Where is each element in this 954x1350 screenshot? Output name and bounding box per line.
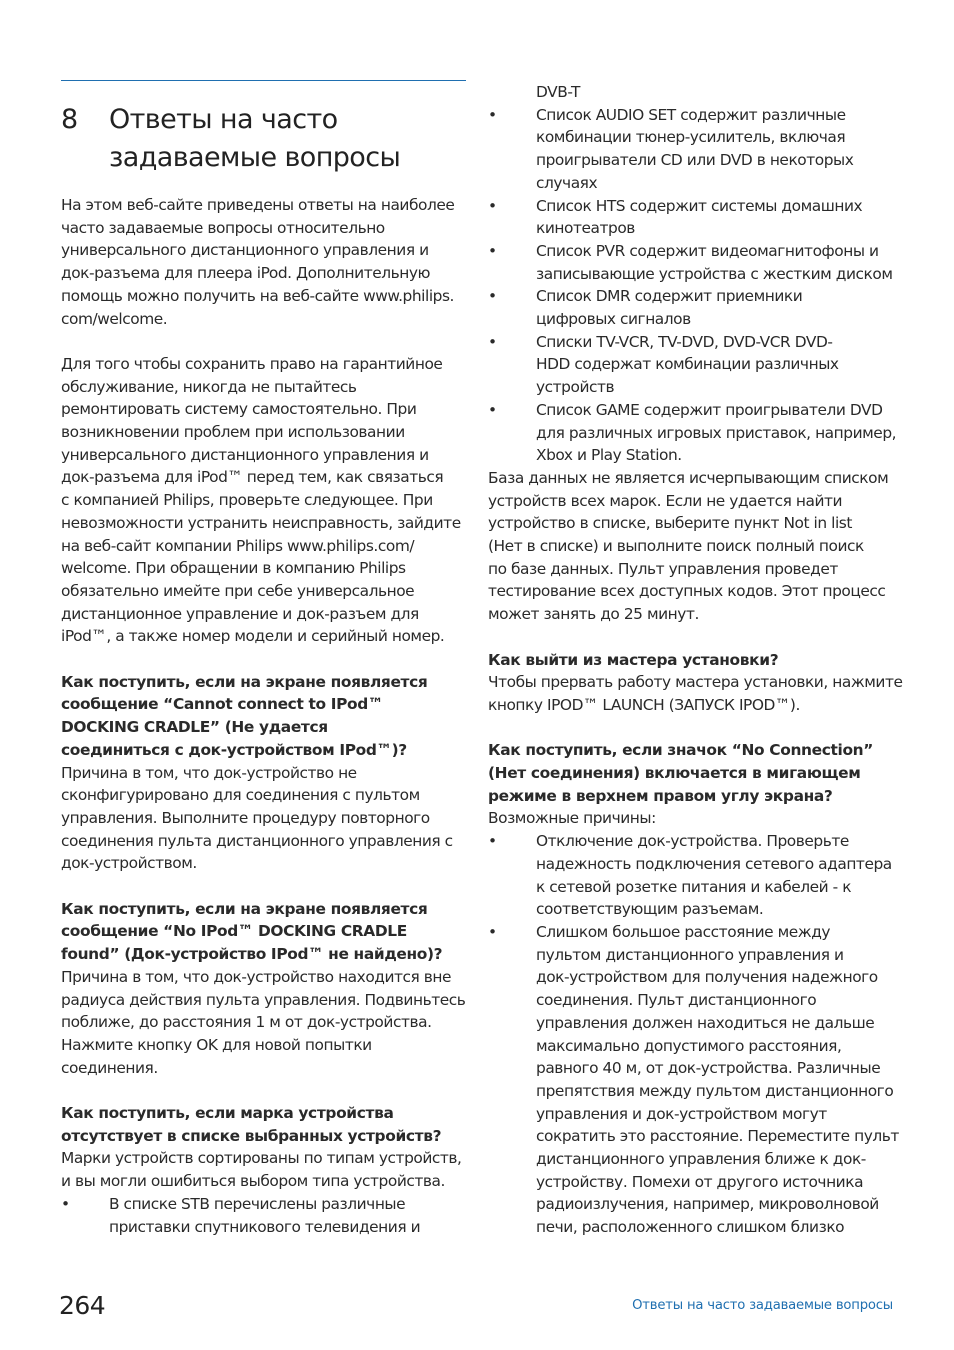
text-line: обязательно имейте при себе универсальное — [61, 581, 415, 600]
bullet-icon: • — [61, 1194, 70, 1213]
text-line: Как поступить, если на экране появляется — [61, 899, 428, 918]
faq-question — [61, 898, 476, 966]
list-item — [61, 1193, 476, 1238]
text-line: возникновении проблем при использовании — [61, 423, 405, 442]
section-title-line: Ответы на часто — [109, 104, 338, 135]
text-line: Список DMR содержит приемники — [536, 287, 803, 306]
faq-question — [61, 671, 476, 762]
text-line: (Нет в списке) и выполните поиск полный поиск — [488, 537, 864, 556]
section-title-line: задаваемые вопросы — [109, 142, 401, 173]
text-line: устройств — [536, 378, 615, 397]
text-line: к сетевой розетке питания и кабелей - к — [536, 877, 852, 896]
faq-question — [61, 1102, 476, 1147]
list-item — [488, 104, 918, 195]
text-line: кинотеатров — [536, 219, 635, 238]
text-line: Как поступить, если марка устройства — [61, 1104, 394, 1123]
text-line: случаях — [536, 173, 598, 192]
section-heading — [61, 101, 400, 177]
text-line: На этом веб-сайте приведены ответы на наиболее — [61, 196, 455, 214]
text-line: Как поступить, если на экране появляется — [61, 672, 428, 691]
text-line: База данных не является исчерпывающим списком — [488, 468, 889, 487]
text-line: дистанционное управление и док-разъем для — [61, 604, 419, 623]
text-line: радиоизлучения, например, микроволновой — [536, 1195, 879, 1214]
text-line: с компанией Philips, проверьте следующее. При — [61, 491, 433, 510]
bullet-icon: • — [488, 287, 497, 306]
text-line: Список AUDIO SET содержит различные — [536, 105, 846, 124]
text-line: Марки устройств сортированы по типам устройств, — [61, 1149, 462, 1168]
bullet-icon: • — [488, 241, 497, 260]
bullet-icon: • — [488, 332, 497, 351]
text-line: управления и док-устройством могут — [536, 1104, 827, 1123]
text-line: док-разъема для плеера iPod. Дополнительную — [61, 264, 431, 283]
list-item — [488, 830, 918, 921]
text-line: радиуса действия пульта управления. Подвиньтесь — [61, 990, 466, 1009]
intro-paragraph — [61, 194, 476, 330]
faq-exit-wizard — [488, 649, 918, 717]
text-line: ремонтировать систему самостоятельно. При — [61, 400, 417, 419]
list-item — [488, 240, 918, 285]
text-line: сократить это расстояние. Переместите пульт — [536, 1127, 899, 1146]
text-line: found” (Док-устройство IPod™ не найдено)? — [61, 945, 443, 964]
bullet-icon: • — [488, 105, 497, 124]
text-line: Как поступить, если значок “No Connection” — [488, 741, 874, 760]
text-line: Списки TV-VCR, TV-DVD, DVD-VCR DVD- — [536, 332, 833, 351]
text-line: приставки спутникового телевидения и — [109, 1217, 421, 1236]
faq-answer — [488, 671, 918, 716]
text-line: универсального дистанционного управления и — [61, 241, 429, 260]
text-line: универсального дистанционного управления и — [61, 445, 429, 464]
text-line: сообщение “Cannot connect to IPod™ — [61, 695, 383, 714]
text-line: управления. Выполните процедуру повторного — [61, 808, 430, 827]
text-line: док-устройством для получения надежного — [536, 968, 878, 987]
text-line: соответствующим разъемам. — [536, 900, 764, 919]
text-line: сконфигурировано для соединения с пультом — [61, 786, 420, 805]
text-line: надежность подключения сетевого адаптера — [536, 854, 892, 873]
text-line: тестирование всех доступных кодов. Этот процесс — [488, 582, 886, 601]
faq-answer — [488, 807, 918, 830]
text-line: соединения. — [61, 1058, 158, 1077]
text-line: соединения пульта дистанционного управления с — [61, 831, 453, 850]
text-line: welcome. При обращении в компанию Philips — [61, 559, 406, 578]
page-number: 264 — [59, 1291, 106, 1320]
text-line: Причина в том, что док-устройство находится вне — [61, 967, 452, 986]
text-line: отсутствует в списке выбранных устройств? — [61, 1126, 442, 1145]
text-line: соединиться с док-устройством IPod™)? — [61, 740, 407, 759]
text-line: дистанционного управления ближе к док- — [536, 1150, 866, 1169]
text-line: DOCKING CRADLE” (Не удается — [61, 718, 328, 737]
text-line: на веб-сайт компании Philips www.philips.com/ — [61, 536, 415, 555]
list-item — [488, 399, 918, 467]
header-rule — [61, 80, 466, 81]
text-line: устройство в списке, выберите пункт Not in list — [488, 514, 852, 533]
text-line: максимально допустимого расстояния, — [536, 1036, 842, 1055]
faq-question — [488, 739, 918, 807]
text-line: по базе данных. Пульт управления проведет — [488, 559, 838, 578]
warranty-paragraph — [61, 353, 476, 648]
text-line: док-разъема для iPod™ перед тем, как связаться — [61, 468, 444, 487]
text-line: препятствия между пультом дистанционного — [536, 1081, 894, 1100]
list-item — [488, 285, 918, 330]
text-line: цифровых сигналов — [536, 310, 691, 329]
text-line: кнопку IPOD™ LAUNCH (ЗАПУСК IPOD™). — [488, 695, 800, 714]
text-line: HDD содержат комбинации различных — [536, 355, 839, 374]
list-item — [488, 331, 918, 399]
faq-answer — [61, 1147, 476, 1192]
text-line: Список GAME содержит проигрыватели DVD — [536, 400, 883, 419]
text-line: проигрыватели CD или DVD в некоторых — [536, 151, 854, 170]
bullet-icon: • — [488, 832, 497, 851]
right-column — [488, 81, 918, 1239]
text-line: Список HTS содержит системы домашних — [536, 196, 863, 215]
text-line: В списке STB перечислены различные — [109, 1194, 406, 1213]
text-line: может занять до 25 минут. — [488, 605, 699, 624]
text-line: соединения. Пульт дистанционного — [536, 991, 817, 1010]
text-line: Для того чтобы сохранить право на гарантийное — [61, 354, 443, 373]
list-item — [488, 195, 918, 240]
text-line: пультом дистанционного управления и — [536, 945, 844, 964]
text-line: помощь можно получить на веб-сайте www.philips. — [61, 286, 454, 305]
text-line: управления должен находиться не дальше — [536, 1013, 875, 1032]
text-line: равного 40 м, от док-устройства. Различные — [536, 1059, 881, 1078]
left-column — [61, 194, 476, 1238]
section-number: 8 — [61, 104, 78, 135]
text-line: записывающие устройства с жестким диском — [536, 264, 893, 283]
text-line: Чтобы прервать работу мастера установки, нажмите — [488, 673, 903, 692]
text-line: DVB-T — [536, 83, 580, 101]
text-line: Список PVR содержит видеомагнитофоны и — [536, 241, 879, 260]
faq-answer — [61, 966, 476, 1080]
text-line: комбинации тюнер-усилитель, включая — [536, 128, 846, 147]
text-line: Возможные причины: — [488, 809, 656, 828]
text-line: Как выйти из мастера установки? — [488, 650, 779, 669]
faq-not-found — [61, 898, 476, 1080]
text-line: часто задаваемые вопросы относительно — [61, 218, 385, 237]
bullet-icon: • — [488, 922, 497, 941]
faq-cannot-connect — [61, 671, 476, 875]
text-line: com/welcome. — [61, 309, 168, 328]
faq-no-connection — [488, 739, 918, 1238]
faq-answer — [61, 762, 476, 876]
text-line: Xbox и Play Station. — [536, 446, 682, 465]
text-line: режиме в верхнем правом углу экрана? — [488, 786, 833, 805]
database-paragraph — [488, 467, 918, 626]
text-line: док-устройством. — [61, 854, 197, 873]
text-line: Отключение док-устройства. Проверьте — [536, 832, 849, 851]
text-line: Слишком большое расстояние между — [536, 922, 831, 941]
running-footer-title: Ответы на часто задаваемые вопросы — [632, 1298, 893, 1313]
text-line: печи, расположенного слишком близко — [536, 1218, 845, 1237]
text-line: для различных игровых приставок, например, — [536, 423, 897, 442]
text-line: невозможности устранить неисправность, зайдите — [61, 513, 461, 532]
text-line: (Нет соединения) включается в мигающем — [488, 764, 861, 783]
list-item — [488, 921, 918, 1239]
list-continuation — [488, 81, 918, 104]
text-line: устройств всех марок. Если не удается найти — [488, 491, 843, 510]
text-line: устройству. Помехи от другого источника — [536, 1172, 864, 1191]
text-line: iPod™, а также номер модели и серийный номер. — [61, 627, 445, 646]
faq-brand-missing — [61, 1102, 476, 1238]
text-line: Нажмите кнопку OK для новой попытки — [61, 1035, 372, 1054]
text-line: поближе, до расстояния 1 м от док-устройства. — [61, 1013, 432, 1032]
bullet-icon: • — [488, 196, 497, 215]
text-line: обслуживание, никогда не пытайтесь — [61, 377, 357, 396]
text-line: сообщение “No IPod™ DOCKING CRADLE — [61, 922, 407, 941]
text-line: Причина в том, что док-устройство не — [61, 763, 357, 782]
text-line: и вы могли ошибиться выбором типа устройства. — [61, 1172, 445, 1191]
faq-question — [488, 649, 918, 672]
bullet-icon: • — [488, 400, 497, 419]
